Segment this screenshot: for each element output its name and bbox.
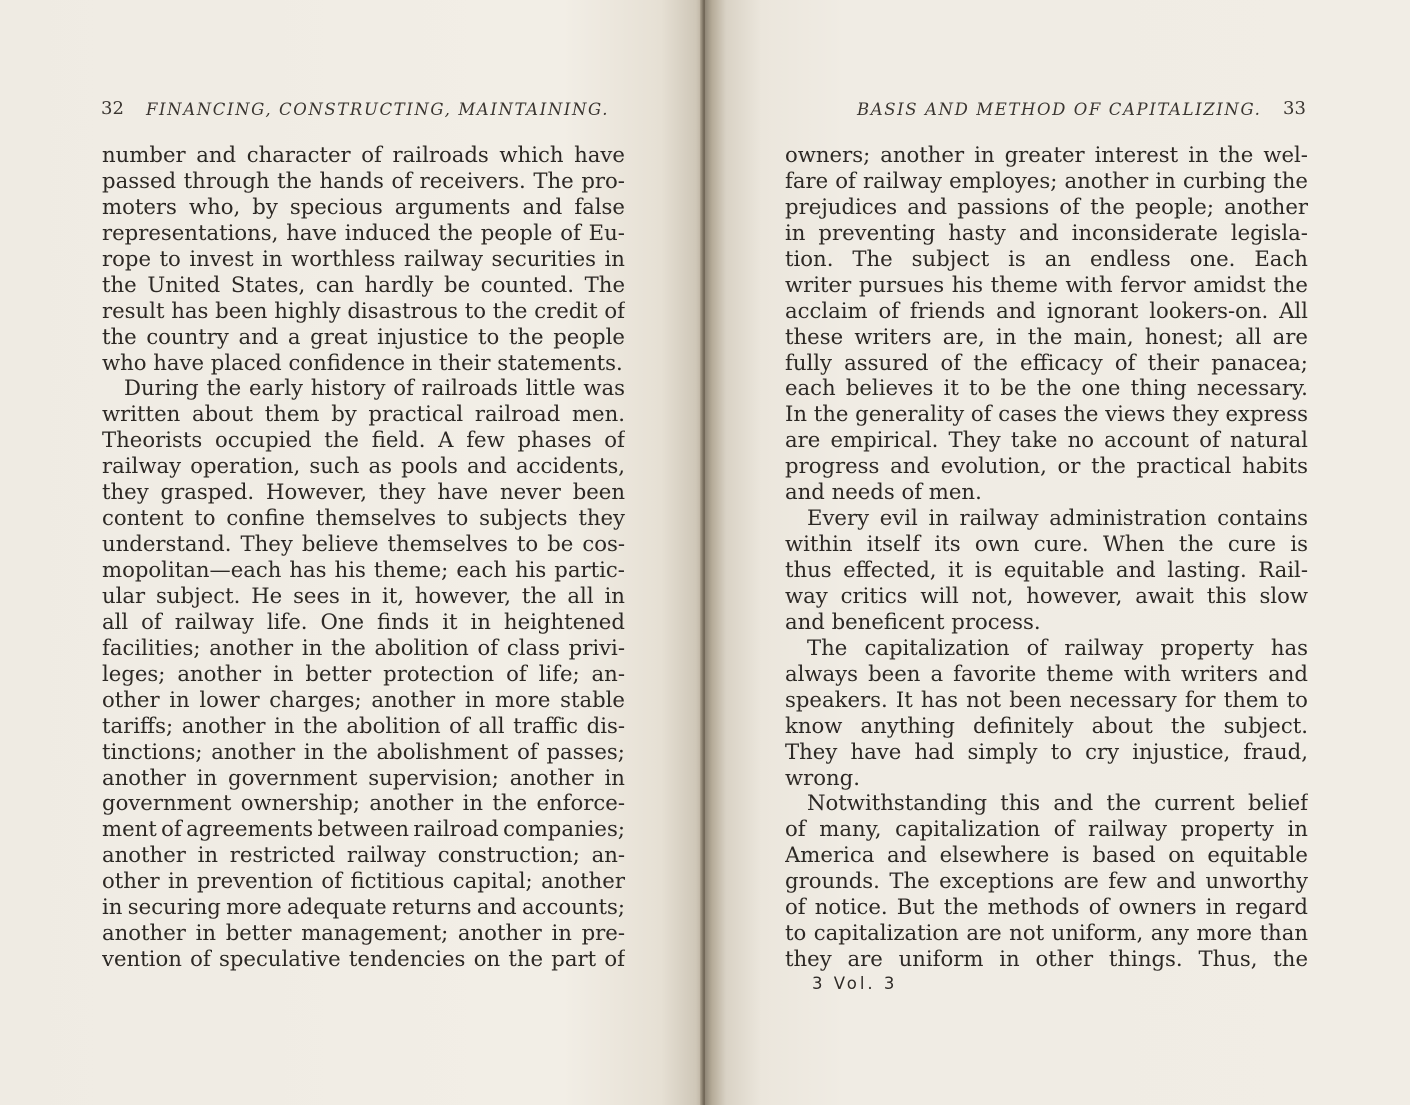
page-number-right: 33 — [1283, 98, 1306, 119]
text-line: mopolitan—each has his theme; each his partic- — [102, 557, 625, 582]
text-line: railway operation, such as pools and accidents, — [102, 453, 625, 479]
text-line: prejudices and passions of the people; another — [785, 193, 1308, 219]
text-line: to capitalization are not uniform, any more than — [785, 920, 1308, 946]
text-line: ment of agreements between railroad companies; — [102, 816, 625, 842]
running-head-right: BASIS AND METHOD OF CAPITALIZING. — [857, 100, 1262, 119]
text-line: In the generality of cases the views they express — [785, 401, 1308, 427]
text-line: of many, capitalization of railway property in — [785, 816, 1308, 842]
text-line: America and elsewhere is based on equitable — [785, 842, 1308, 868]
text-line: another in better management; another in pre- — [102, 920, 625, 946]
text-line: within itself its own cure. When the cure is — [785, 531, 1308, 557]
text-line: the country and a great injustice to the people — [102, 323, 625, 349]
text-line: representations, have induced the people of Eu- — [102, 219, 625, 245]
text-line: facilities; another in the abolition of class privi- — [102, 634, 625, 660]
right-page-text — [785, 142, 1308, 972]
text-line: wrong. — [785, 764, 860, 790]
text-line: progress and evolution, or the practical habits — [785, 453, 1308, 479]
left-page — [0, 0, 703, 1105]
text-line: writer pursues his theme with fervor amidst the — [785, 271, 1308, 297]
text-line: During the early history of railroads little was — [124, 375, 625, 401]
text-line: tion. The subject is an endless one. Each — [785, 245, 1308, 271]
text-line: other in lower charges; another in more stable — [102, 686, 625, 712]
text-line: of notice. But the methods of owners in regard — [785, 894, 1308, 920]
text-line: thus effected, it is equitable and lasting. Rail- — [785, 557, 1308, 582]
text-line: Every evil in railway administration contains — [807, 505, 1308, 531]
text-line: understand. They believe themselves to be cos- — [102, 531, 625, 557]
text-line: other in prevention of fictitious capital; another — [102, 868, 625, 894]
text-line: another in restricted railway construction; an- — [102, 842, 625, 868]
text-line: they grasped. However, they have never been — [102, 479, 625, 505]
text-line: know anything definitely about the subject. — [785, 712, 1308, 738]
text-line: leges; another in better protection of life; an- — [102, 660, 625, 686]
text-line: and needs of men. — [785, 479, 982, 505]
text-line: tinctions; another in the abolishment of passes; — [102, 738, 625, 764]
text-line: rope to invest in worthless railway securities in — [102, 245, 625, 271]
text-line: grounds. The exceptions are few and unworthy — [785, 868, 1308, 894]
text-line: another in government supervision; another in — [102, 764, 625, 790]
text-line: They have had simply to cry injustice, fraud, — [785, 738, 1308, 764]
text-line: fare of railway employes; another in curbing the — [785, 167, 1308, 193]
text-line: always been a favorite theme with writers and — [785, 660, 1308, 686]
text-line: the United States, can hardly be counted. The — [102, 271, 625, 297]
text-line: ular subject. He sees in it, however, the all in — [102, 582, 625, 608]
text-line: fully assured of the efficacy of their panacea; — [785, 349, 1308, 375]
left-page-text — [102, 142, 625, 972]
text-line: acclaim of friends and ignorant lookers-on. All — [785, 297, 1308, 323]
text-line: in preventing hasty and inconsiderate legisla- — [785, 219, 1308, 245]
text-line: all of railway life. One finds it in heightened — [102, 608, 625, 634]
text-line: who have placed confidence in their statements. — [102, 349, 623, 375]
text-line: content to confine themselves to subjects they — [102, 505, 625, 531]
page-number-left: 32 — [101, 98, 124, 119]
right-page — [705, 0, 1410, 1105]
signature-mark: 3 Vol. 3 — [812, 974, 898, 993]
text-line: way critics will not, however, await this slow — [785, 582, 1308, 608]
running-head-left: FINANCING, CONSTRUCTING, MAINTAINING. — [146, 100, 610, 119]
text-line: speakers. It has not been necessary for them to — [785, 686, 1308, 712]
text-line: written about them by practical railroad men. — [102, 401, 625, 427]
text-line: passed through the hands of receivers. The pro- — [102, 167, 625, 193]
text-line: number and character of railroads which have — [102, 142, 625, 167]
text-line: each believes it to be the one thing necessary. — [785, 375, 1308, 401]
text-line: are empirical. They take no account of natural — [785, 427, 1308, 453]
text-line: The capitalization of railway property has — [807, 634, 1308, 660]
text-line: moters who, by specious arguments and false — [102, 193, 625, 219]
text-line: tariffs; another in the abolition of all traffic dis- — [102, 712, 625, 738]
text-line: result has been highly disastrous to the credit of — [102, 297, 625, 323]
text-line: in securing more adequate returns and accounts; — [102, 894, 625, 920]
text-line: owners; another in greater interest in the wel- — [785, 142, 1308, 167]
text-line: and beneficent process. — [785, 608, 1041, 634]
text-line: vention of speculative tendencies on the part of — [102, 946, 625, 972]
text-line: these writers are, in the main, honest; all are — [785, 323, 1308, 349]
text-line: they are uniform in other things. Thus, the — [785, 946, 1308, 972]
text-line: Notwithstanding this and the current belief — [807, 790, 1308, 816]
text-line: Theorists occupied the field. A few phases of — [102, 427, 625, 453]
text-line: government ownership; another in the enforce- — [102, 790, 625, 816]
